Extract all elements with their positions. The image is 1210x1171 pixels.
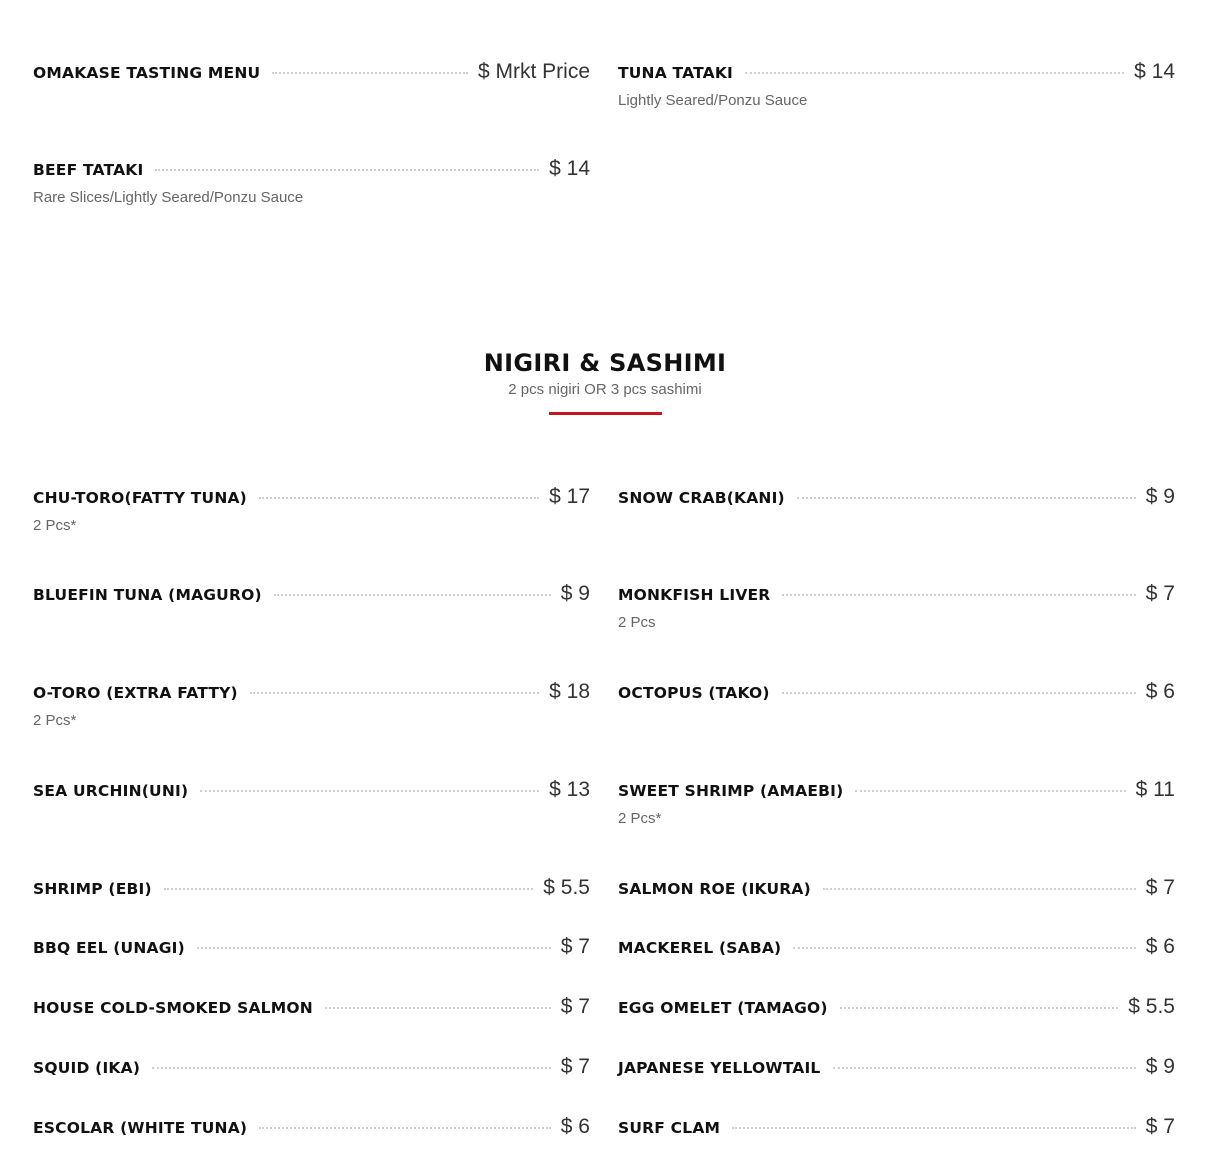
menu-item [33,935,590,965]
dot-leader [833,1067,1136,1069]
item-name: SQUID (IKA) [33,1059,141,1077]
item-name: EGG OMELET (TAMAGO) [618,999,828,1017]
item-price: $ 13 [549,778,590,801]
dot-leader [840,1007,1119,1009]
menu-item [618,680,1175,710]
item-price: $ Mrkt Price [477,60,590,83]
item-name: SHRIMP (EBI) [33,880,152,898]
section-header [0,349,1210,415]
section-underline [549,412,662,415]
item-name: OMAKASE TASTING MENU [33,64,261,82]
item-name: BEEF TATAKI [33,161,144,179]
dot-leader [155,169,539,171]
item-price: $ 7 [1145,876,1175,899]
item-name: BBQ EEL (UNAGI) [33,939,185,957]
menu-item [618,485,1175,515]
item-price: $ 7 [560,1055,590,1078]
menu-item [33,680,590,729]
item-description: 2 Pcs* [33,712,77,729]
item-price: $ 6 [1145,680,1175,703]
item-name: SWEET SHRIMP (AMAEBI) [618,782,844,800]
dot-leader [745,72,1124,74]
dot-leader [197,947,551,949]
item-name: CHU-TORO(FATTY TUNA) [33,489,247,507]
menu-item [33,582,590,612]
item-name: HOUSE COLD-SMOKED SALMON [33,999,313,1017]
item-price: $ 14 [1134,60,1175,83]
menu-item [618,995,1175,1025]
dot-leader [782,692,1136,694]
item-price: $ 5.5 [1128,995,1175,1018]
menu-item-beef-tataki [33,157,590,206]
item-price: $ 9 [1145,485,1175,508]
item-price: $ 9 [560,582,590,605]
item-name: JAPANESE YELLOWTAIL [618,1059,821,1077]
dot-leader [325,1007,551,1009]
item-price: $ 9 [1145,1055,1175,1078]
item-name: MACKEREL (SABA) [618,939,782,957]
item-description: 2 Pcs* [618,810,662,827]
item-description: Lightly Seared/Ponzu Sauce [618,92,808,109]
section-subtitle: 2 pcs nigiri OR 3 pcs sashimi [508,381,702,398]
menu-item [618,778,1175,827]
dot-leader [152,1067,551,1069]
item-name: TUNA TATAKI [618,64,734,82]
item-price: $ 14 [549,157,590,180]
item-description: 2 Pcs* [33,517,77,534]
item-name: SEA URCHIN(UNI) [33,782,189,800]
dot-leader [200,790,539,792]
menu-item [33,876,590,906]
item-price: $ 7 [560,935,590,958]
menu-item [33,778,590,808]
item-price: $ 7 [560,995,590,1018]
item-name: BLUEFIN TUNA (MAGURO) [33,586,262,604]
menu-item [618,935,1175,965]
dot-leader [272,72,468,74]
dot-leader [164,888,534,890]
section-title: NIGIRI & SASHIMI [483,349,727,377]
item-price: $ 17 [549,485,590,508]
menu-item [33,1055,590,1085]
dot-leader [250,692,539,694]
menu-item [33,995,590,1025]
dot-leader [793,947,1135,949]
item-description: Rare Slices/Lightly Seared/Ponzu Sauce [33,189,304,206]
item-description: 2 Pcs [618,614,656,631]
menu-item [618,1055,1175,1085]
dot-leader [732,1127,1136,1129]
menu-item [618,876,1175,906]
item-name: SNOW CRAB(KANI) [618,489,785,507]
dot-leader [823,888,1136,890]
menu-item-omakase [33,60,590,90]
item-name: MONKFISH LIVER [618,586,771,604]
menu-item [33,485,590,534]
item-price: $ 18 [549,680,590,703]
item-price: $ 5.5 [543,876,590,899]
menu-item-tuna-tataki [618,60,1175,109]
menu-item [618,1115,1175,1145]
dot-leader [259,1127,551,1129]
item-name: SURF CLAM [618,1119,721,1137]
item-name: ESCOLAR (WHITE TUNA) [33,1119,248,1137]
item-name: OCTOPUS (TAKO) [618,684,770,702]
dot-leader [855,790,1125,792]
menu-item [33,1115,590,1145]
dot-leader [274,594,551,596]
item-price: $ 7 [1145,582,1175,605]
item-name: SALMON ROE (IKURA) [618,880,811,898]
menu-item [618,582,1175,631]
item-price: $ 6 [1145,935,1175,958]
dot-leader [797,497,1136,499]
dot-leader [782,594,1135,596]
item-price: $ 6 [560,1115,590,1138]
dot-leader [259,497,539,499]
item-price: $ 7 [1145,1115,1175,1138]
item-price: $ 11 [1135,778,1175,801]
item-name: O-TORO (EXTRA FATTY) [33,684,238,702]
